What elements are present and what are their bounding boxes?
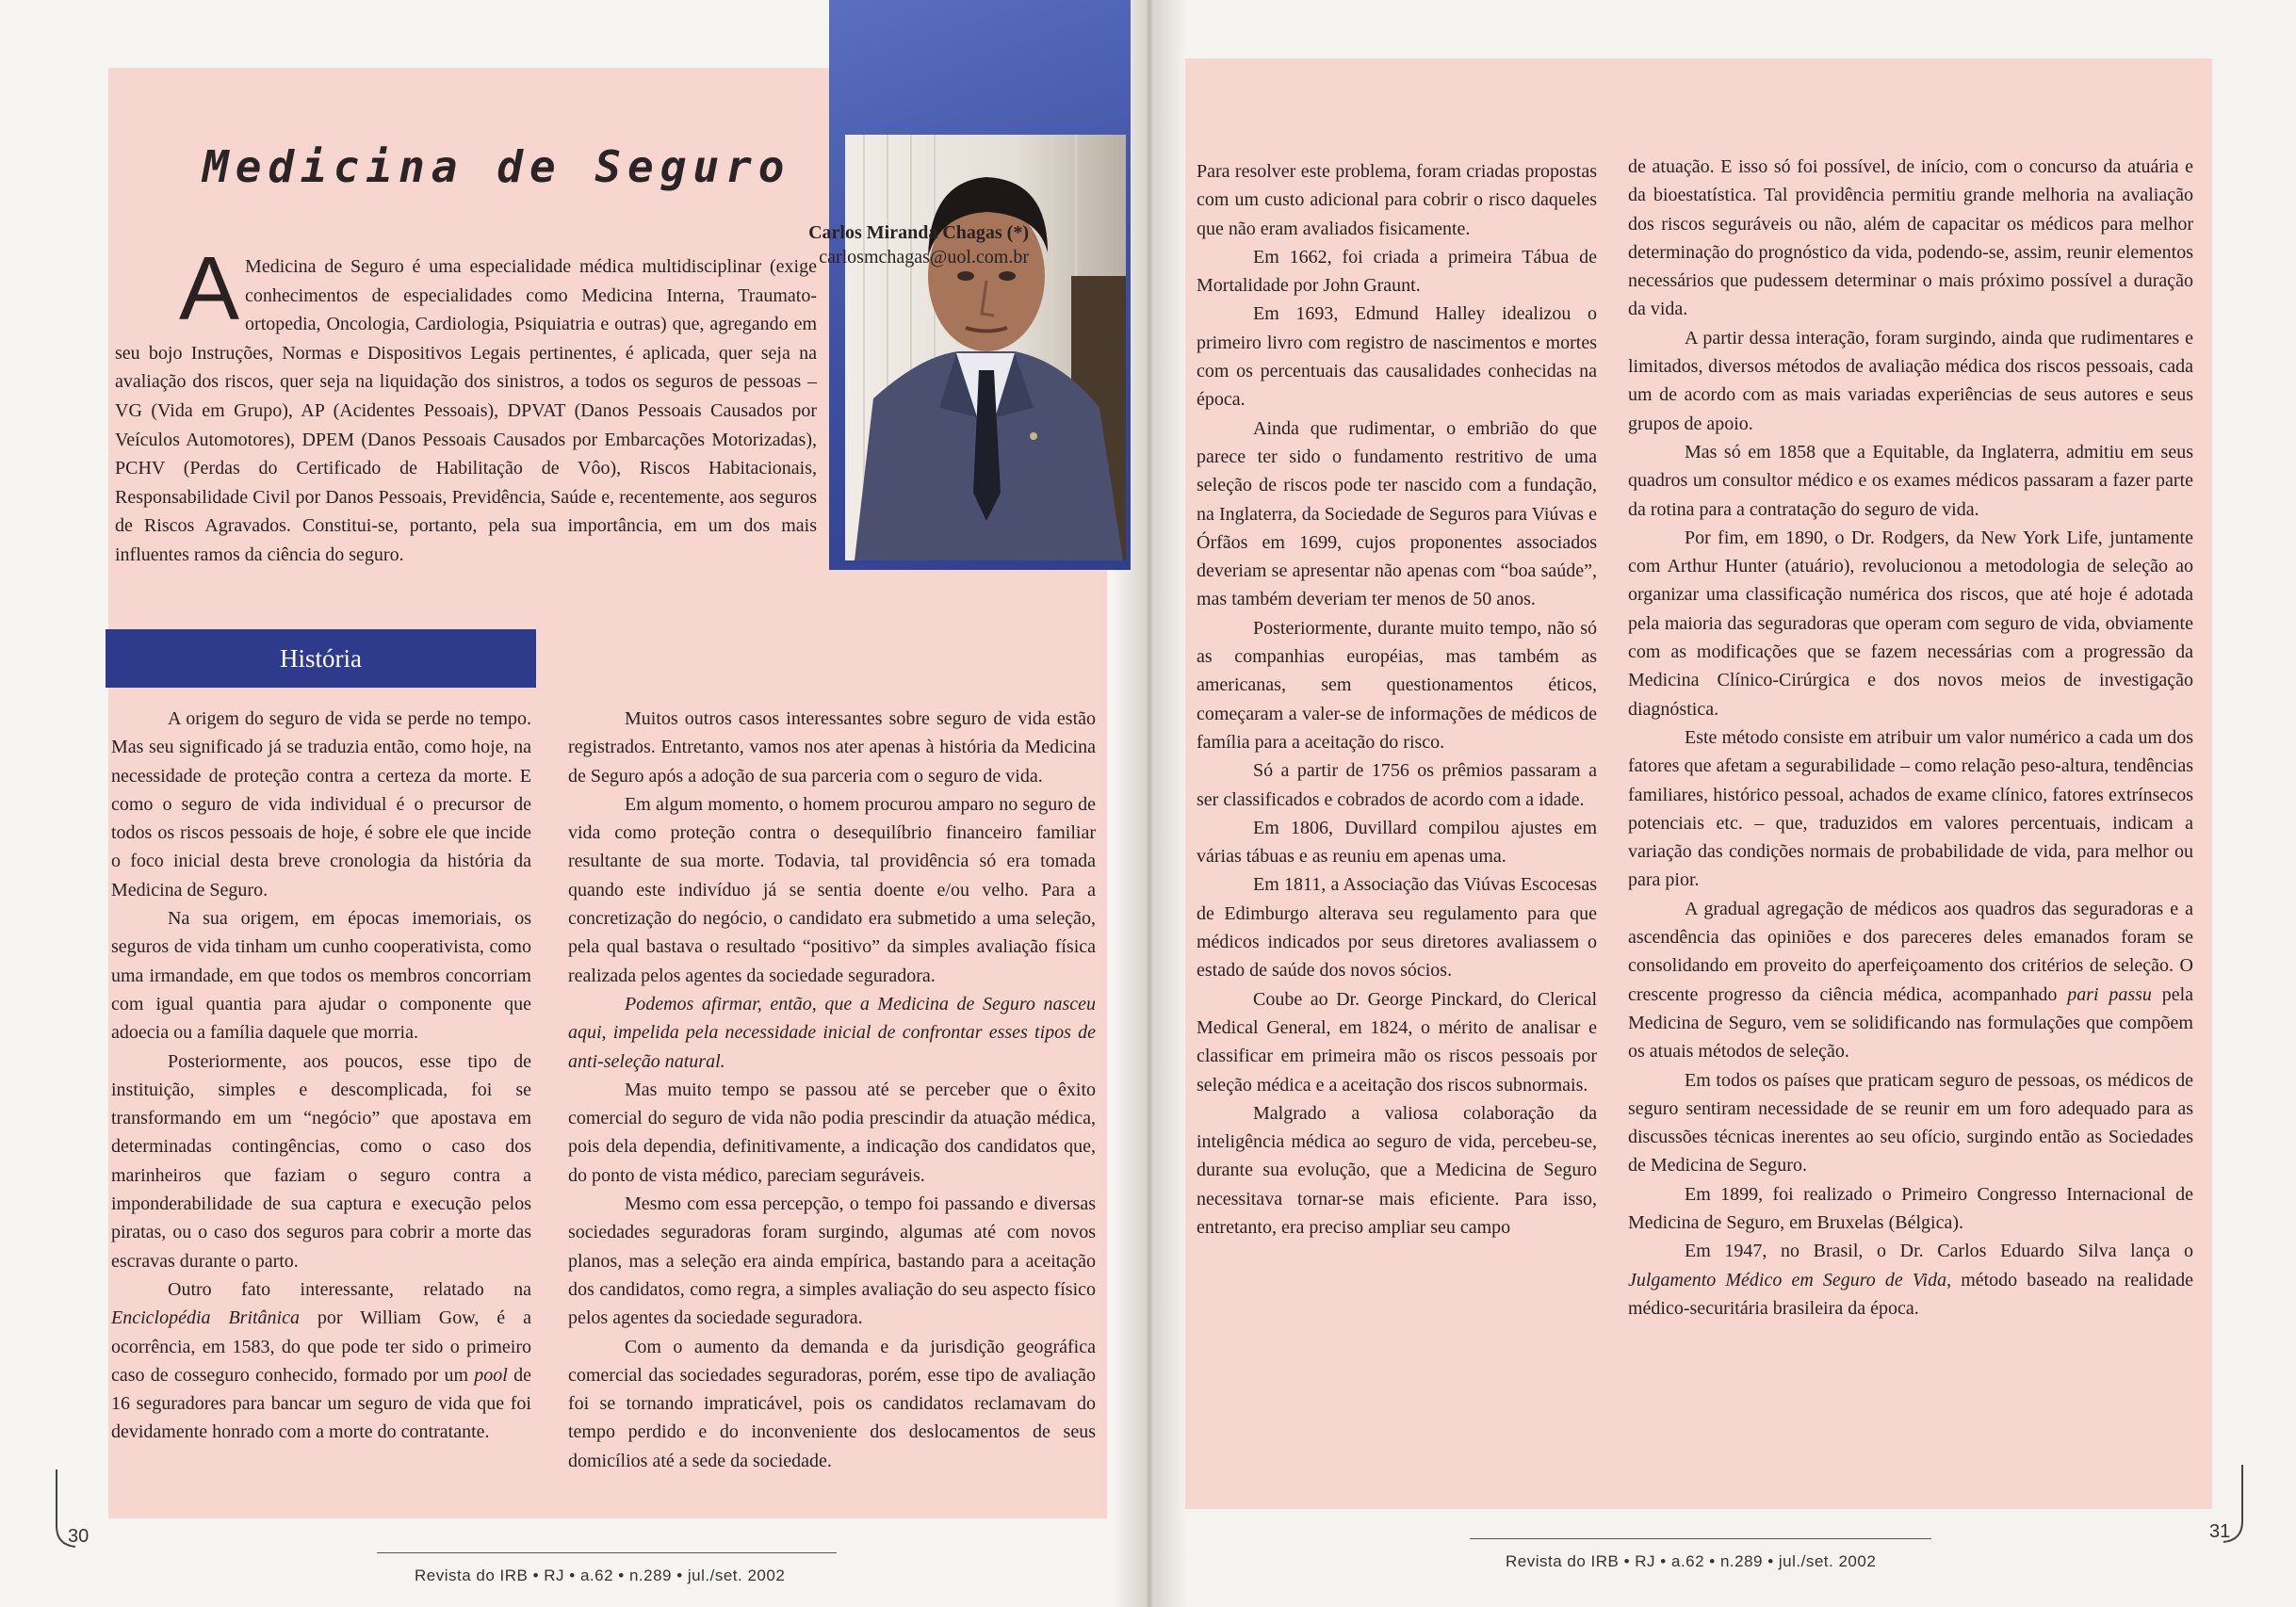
paragraph: Em 1693, Edmund Halley idealizou o primeiro livro com registro de nascimentos e mortes com os percentuais das causalidades conhecidas na época.	[1197, 303, 1597, 411]
paragraph: Em 1947, no Brasil, o Dr. Carlos Eduardo Silva lança o Julgamento Médico em Seguro de Vida, método baseado na realidade médico-securitária brasileira da época.	[1628, 1241, 2194, 1319]
paragraph: Para resolver este problema, foram criadas propostas com um custo adicional para cobrir o risco daqueles que não eram avaliados fisicamente.	[1197, 161, 1597, 239]
paragraph: Em algum momento, o homem procurou amparo no seguro de vida como proteção contra o desequilíbrio financeiro familiar resultante de sua morte. Todavia, tal providência só era tomada quando este indivíduo já se sentia doente e/ou velho. Para a concretização do negócio, o candidato era submetido a uma seleção, pela qual bastava o resultado “positivo” da simples avaliação física realizada pelos agentes da sociedade seguradora.	[568, 793, 1096, 986]
author-photo	[845, 135, 1126, 560]
paragraph: A gradual agregação de médicos aos quadros das seguradoras e a ascendência das opiniões e dos pareceres deles emanados foram se consolidando em proveito do aperfeiçoamento dos critérios de seleção. O crescente progresso da ciência médica, acompanhado pari passu pela Medicina de Seguro, vem se solidificando nas formulações que compõem os atuais métodos de seleção.	[1628, 898, 2194, 1063]
intro-text: Medicina de Seguro é uma especialidade médica multidisciplinar (exige conhecimentos de especialidades como Medicina Interna, Traumato-ortopedia, Oncologia, Cardiologia, Psiquiatria e outras) que, agregando em seu bojo Instruções, Normas e Dispositivos Legais pertinentes, é aplicada, quer seja na avaliação dos riscos, quer seja na liquidação dos sinistros, a todos os seguros de pessoas – VG (Vida em Grupo), AP (Acidentes Pessoais), DPVAT (Danos Pessoais Causados por Veículos Automotores), DPEM (Danos Pessoais Causados por Embarcações Motorizadas), PCHV (Perdas do Certificado de Habilitação de Vôo), Riscos Habitacionais, Responsabilidade Civil por Danos Pessoais, Previdência, Saúde e, recentemente, aos seguros de Riscos Agravados. Constitui-se, portanto, pela sua importância, em um dos mais influentes ramos da ciência do seguro.	[115, 256, 817, 565]
paragraph: Este método consiste em atribuir um valor numérico a cada um dos fatores que afetam a segurabilidade – como relação peso-altura, tendências familiares, histórico pessoal, achados de exame clínico, fatores extrínsecos potenciais etc. – que, traduzidos em valores percentuais, indicam a variação das condições normais de probabilidade de vida, para melhor ou para pior.	[1628, 726, 2193, 891]
column-1	[111, 705, 531, 1447]
author-name: Carlos Miranda Chagas (*)	[808, 222, 1029, 243]
emphasis: Julgamento Médico em Seguro de Vida	[1628, 1269, 1947, 1290]
column-3	[1197, 157, 1597, 1242]
running-footer-left: Revista do IRB • RJ • a.62 • n.289 • jul./set. 2002	[415, 1566, 786, 1584]
paragraph: Muitos outros casos interessantes sobre seguro de vida estão registrados. Entretanto, vamos nos ater apenas à história da Medicina de Seguro após a adoção de sua parceria com o seguro de vida.	[568, 708, 1096, 787]
paragraph: Outro fato interessante, relatado na Enciclopédia Britânica por William Gow, é a ocorrência, em 1583, do que pode ter sido o primeiro caso de cosseguro conhecido, formado por um pool de 16 seguradores para bancar um seguro de vida que foi devidamente honrado com a morte do contratante.	[111, 1278, 531, 1443]
paragraph: Só a partir de 1756 os prêmios passaram a ser classificados e cobrados de acordo com a idade.	[1197, 760, 1597, 810]
paragraph: Posteriormente, aos poucos, esse tipo de instituição, simples e descomplicada, foi se transformando em um “negócio” que apostava em determinadas contingências, como o caso dos marinheiros que faziam o seguro contra a imponderabilidade de sua captura e execução pelos piratas, ou o caso dos seguros para cobrir a morte das escravas durante o parto.	[111, 1050, 531, 1272]
paragraph: Em 1662, foi criada a primeira Tábua de Mortalidade por John Graunt.	[1197, 246, 1597, 297]
paragraph: Em todos os países que praticam seguro de pessoas, os médicos de seguro sentiram necessidade de se reunir em um foro adequado para as discussões técnicas inerentes ao seu ofício, surgindo então as Sociedades de Medicina de Seguro.	[1628, 1069, 2193, 1177]
paragraph: Mesmo com essa percepção, o tempo foi passando e diversas sociedades seguradoras foram surgindo, algumas até com novos planos, mas a seleção era ainda empírica, bastando para a aceitação dos candidatos, como regra, a simples avaliação do seu aspecto físico pelos agentes da sociedade seguradora.	[568, 1193, 1096, 1329]
paragraph: Em 1811, a Associação das Viúvas Escocesas de Edimburgo alterava seu regulamento para que médicos indicados por seus diretores avaliassem o estado de saúde dos novos sócios.	[1197, 874, 1597, 982]
paragraph: A origem do seguro de vida se perde no tempo. Mas seu significado já se traduzia então, como hoje, na necessidade de proteção contra a certeza da morte. E como o seguro de vida individual é o precursor de todos os riscos pessoais de hoje, é sobre ele que incide o foco inicial desta breve cronologia da história da Medicina de Seguro.	[111, 708, 531, 901]
intro-paragraph	[115, 238, 817, 570]
section-heading-historia: História	[106, 629, 536, 688]
author-block	[808, 220, 1029, 269]
running-footer-right: Revista do IRB • RJ • a.62 • n.289 • jul./set. 2002	[1506, 1552, 1877, 1570]
column-2	[568, 705, 1096, 1475]
emphasis: Enciclopédia Britânica	[111, 1307, 300, 1329]
paragraph: Na sua origem, em épocas imemoriais, os seguros de vida tinham um cunho cooperativista, como uma irmandade, em que todos os membros concorriam com igual quantia para ajudar o componente que adoecia ou a família daquele que morria.	[111, 908, 531, 1044]
author-email[interactable]: carlosmchagas@uol.com.br	[819, 247, 1029, 268]
column-4	[1628, 153, 2193, 1323]
footer-rule-left	[377, 1552, 837, 1553]
crop-mark-left-icon	[28, 1469, 85, 1564]
article-title: Medicina de Seguro	[203, 141, 791, 192]
paragraph: Mas muito tempo se passou até se perceber que o êxito comercial do seguro de vida não podia prescindir da atuação médica, pois dela dependia, definitivamente, a indicação dos candidatos que, do ponto de vista médico, pareciam seguráveis.	[568, 1079, 1096, 1186]
pull-quote: Podemos afirmar, então, que a Medicina de Seguro nasceu aqui, impelida pela necessidade inicial de confrontar esses tipos de anti-seleção natural.	[568, 993, 1096, 1072]
paragraph: Coube ao Dr. George Pinckard, do Clerical Medical General, em 1824, o mérito de analisar e classificar em primeira mão os riscos pessoais por seleção médica e a aceitação dos riscos subnormais.	[1197, 988, 1597, 1096]
crop-mark-right-icon	[2214, 1465, 2271, 1559]
paragraph: Posteriormente, durante muito tempo, não só as companhias européias, mas também as americanas, sem questionamentos éticos, começaram a valer-se de informações de médicos de família para a aceitação do risco.	[1197, 617, 1597, 753]
paragraph: Com o aumento da demanda e da jurisdição geográfica comercial das sociedades seguradoras, porém, esse tipo de avaliação foi se tornando impraticável, pois os candidatos reclamavam do tempo perdido e do inconveniente dos deslocamentos de seus domicílios até a sede da sociedade.	[568, 1336, 1096, 1471]
drop-cap: A	[179, 238, 240, 339]
emphasis: pari passu	[2067, 983, 2152, 1005]
page-number-left: 30	[68, 1526, 90, 1547]
paragraph: Malgrado a valiosa colaboração da inteligência médica ao seguro de vida, percebeu-se, durante sua evolução, que a Medicina de Seguro necessitava tornar-se mais eficiente. Para isso, entretanto, era preciso ampliar seu campo	[1197, 1102, 1597, 1238]
paragraph: Em 1806, Duvillard compilou ajustes em várias tábuas e as reuniu em apenas uma.	[1197, 817, 1597, 868]
paragraph: Por fim, em 1890, o Dr. Rodgers, da New York Life, juntamente com Arthur Hunter (atuário), revolucionou a metodologia de seleção ao organizar uma classificação numérica dos riscos, que até hoje é adotada pela maioria das seguradoras que operam com seguro de vida, obviamente com as modificações que se fazem necessárias com a progressão da Medicina Clínico-Cirúrgica e dos novos meios de investigação diagnóstica.	[1628, 527, 2193, 720]
paragraph: Ainda que rudimentar, o embrião do que parece ter sido o fundamento restritivo de uma seleção de riscos pode ter nascido com a fundação, na Inglaterra, da Sociedade de Seguros para Viúvas e Órfãos em 1699, cujos proponentes associados deveriam se apresentar não apenas com “boa saúde”, mas também deveriam ter menos de 50 anos.	[1197, 417, 1597, 610]
page-number-right: 31	[2209, 1521, 2231, 1542]
paragraph: Mas só em 1858 que a Equitable, da Inglaterra, admitiu em seus quadros um consultor médico e os exames médicos passaram a fazer parte da rotina para a contratação do seguro de vida.	[1628, 441, 2193, 520]
paragraph: Em 1899, foi realizado o Primeiro Congresso Internacional de Medicina de Seguro, em Bruxelas (Bélgica).	[1628, 1183, 2193, 1233]
footer-rule-right	[1470, 1538, 1931, 1539]
paragraph: de atuação. E isso só foi possível, de início, com o concurso da atuária e da bioestatística. Tal providência permitiu grande melhoria na avaliação dos riscos seguráveis ou não, além de capacitar os médicos para melhor determinação do prognóstico da vida, podendo-se, assim, reunir elementos necessários que pudessem determinar o mais próximo possível a duração da vida.	[1628, 156, 2193, 320]
emphasis: pool	[474, 1364, 508, 1386]
paragraph: A partir dessa interação, foram surgindo, ainda que rudimentares e limitados, diversos métodos de avaliação médica dos riscos pessoais, cada um de acordo com as mais variadas experiências de seus autores e seus grupos de apoio.	[1628, 327, 2193, 434]
